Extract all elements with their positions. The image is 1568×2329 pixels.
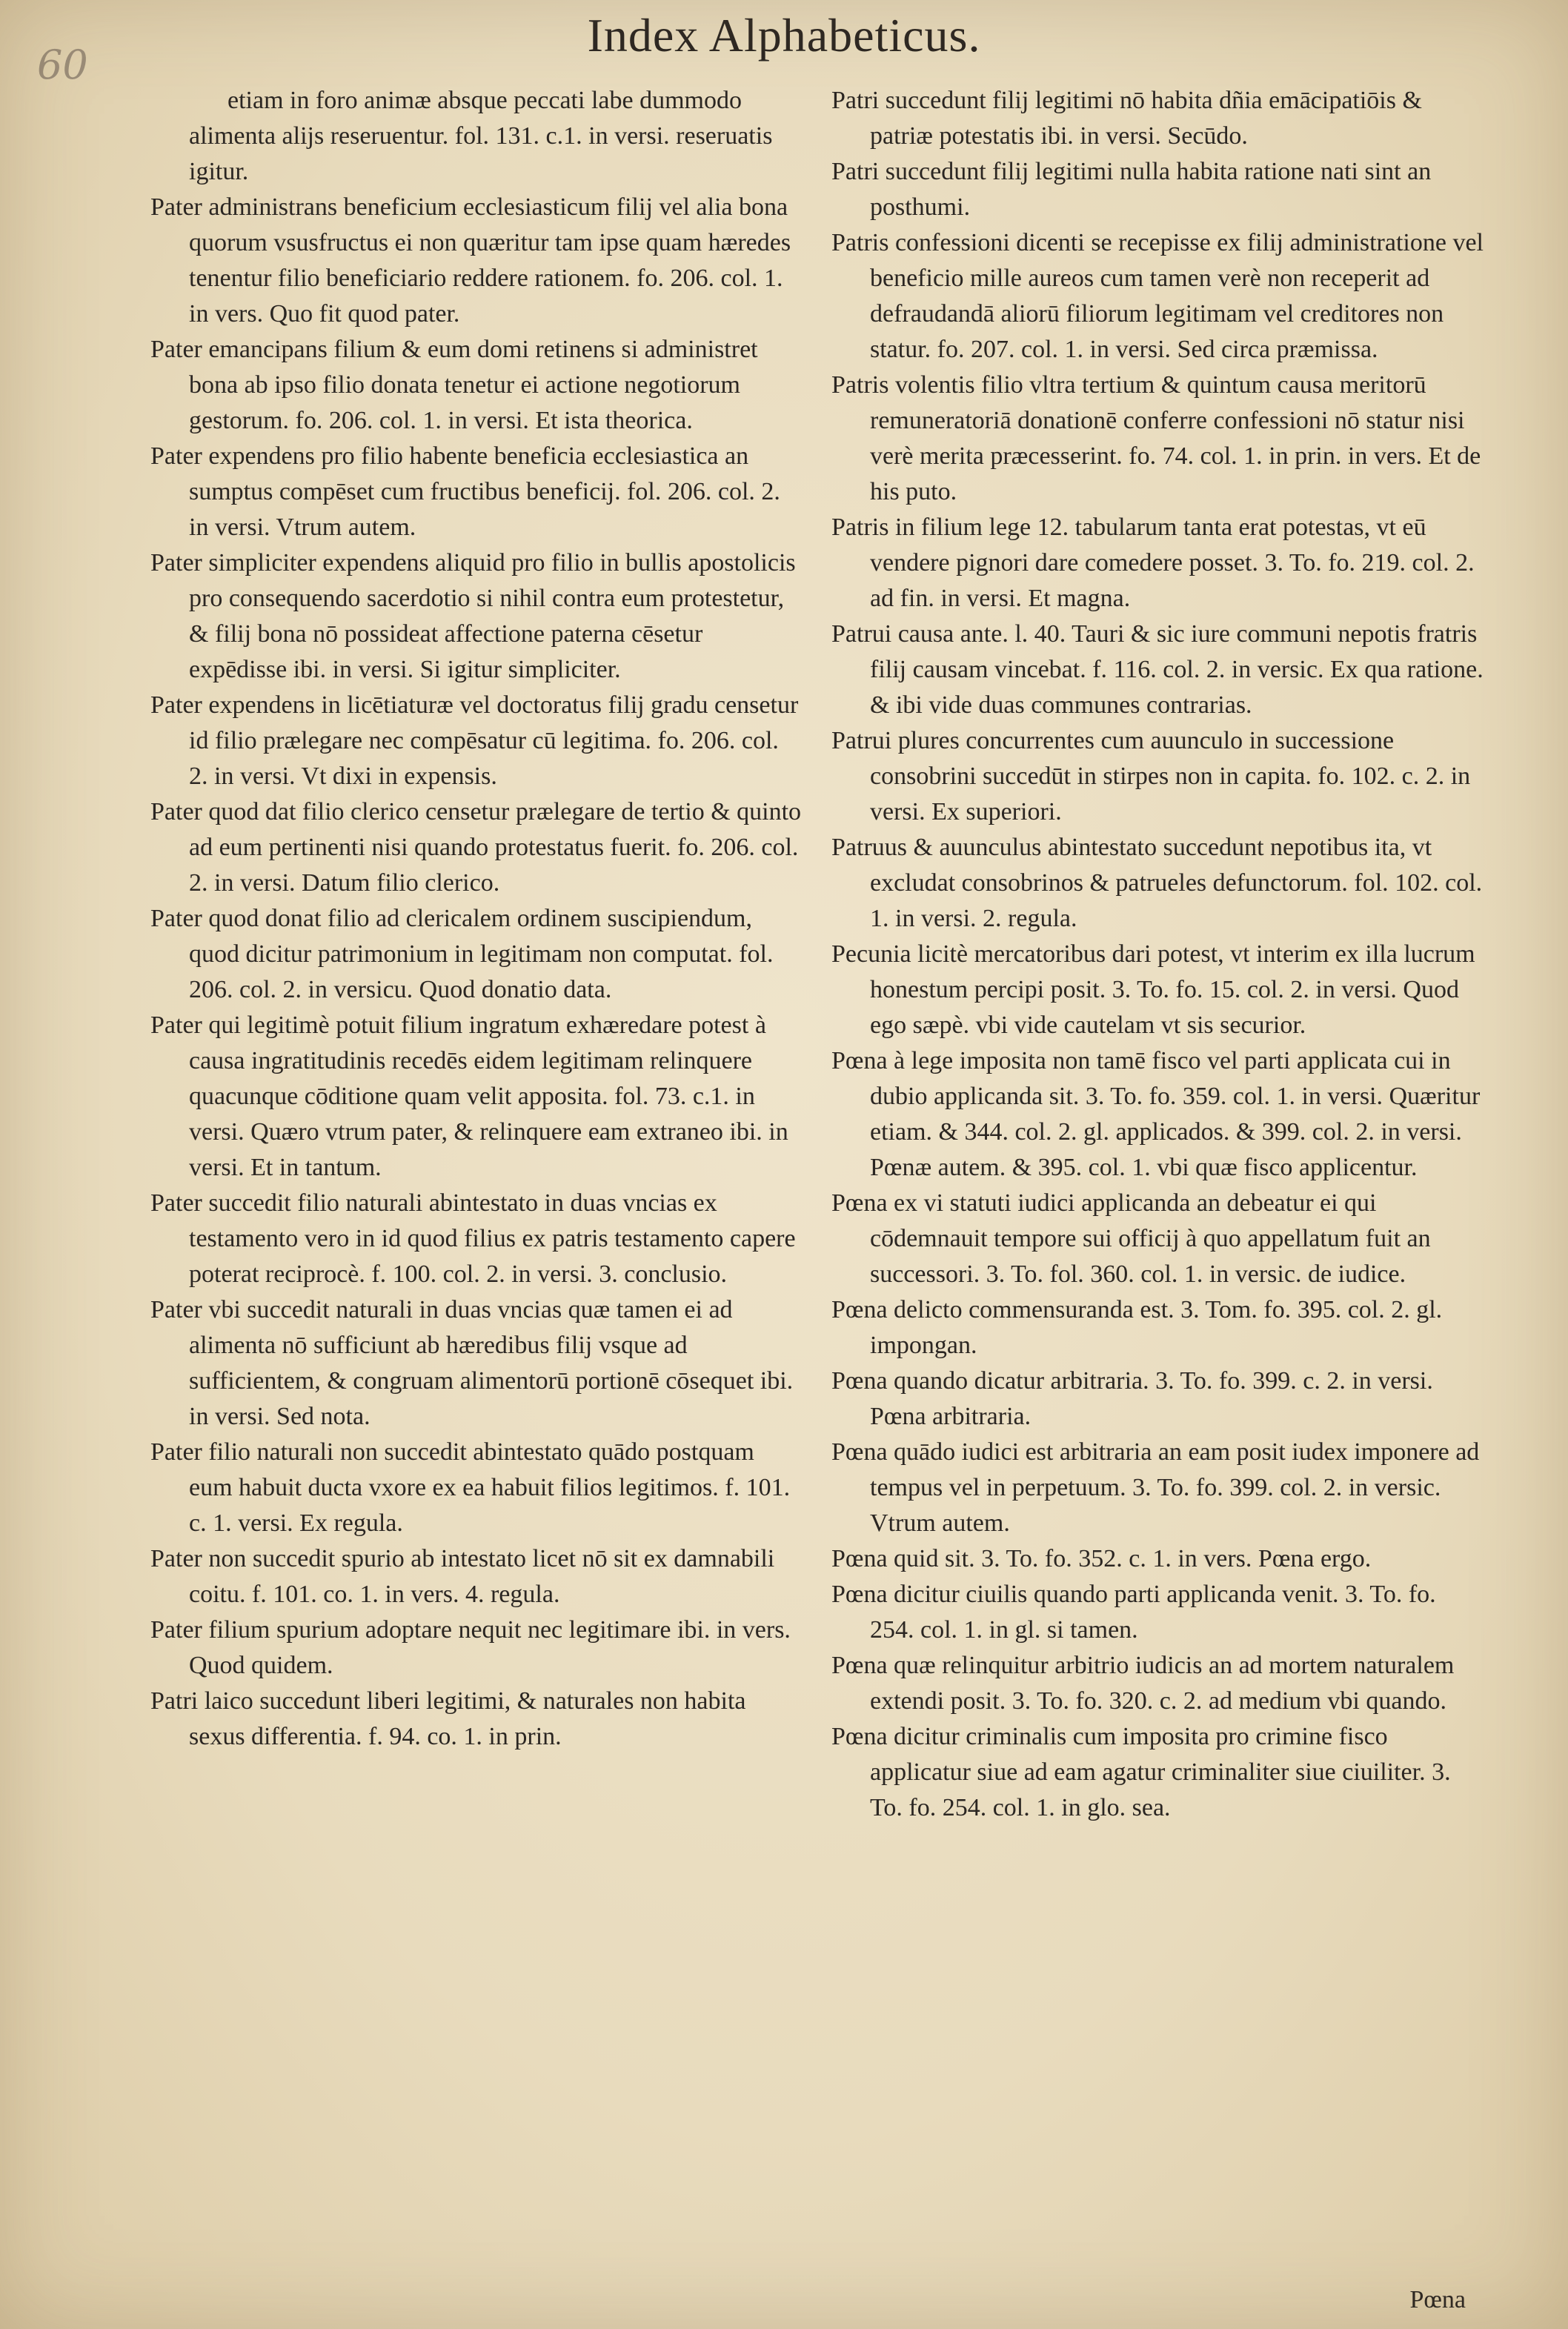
folio-number: 60 xyxy=(37,41,88,88)
index-entry: Pater quod dat filio clerico censetur prælegare de tertio & quinto ad eum pertinenti nisi quando protestatus fuerit. fo. 206. col. 2. in versi. Datum filio clerico. xyxy=(150,798,802,897)
index-entry: Pater administrans beneficium ecclesiasticum filij vel alia bona quorum vsusfructus ei non quæritur tam ipse quam hæredes tenentur filio beneficiario reddere rationem. fo. 206. col. 1. in vers. Quo fit quod pater. xyxy=(150,193,791,328)
index-entry: Patri succedunt filij legitimi nō habita dñia emācipatiōis & patriæ potestatis ibi. in versi. Secūdo. xyxy=(831,87,1422,150)
index-entry: Pater quod donat filio ad clericalem ordinem suscipiendum, quod dicitur patrimonium in legitimam non computat. fol. 206. col. 2. in versicu. Quod donatio data. xyxy=(150,905,774,1003)
index-entry: Pater simpliciter expendens aliquid pro filio in bullis apostolicis pro consequendo sacerdotio si nihil contra eum protestetur, & filij bona nō possideat affectione paterna cēsetur expēdisse ibi. in versi. Si igitur simpliciter. xyxy=(150,549,796,683)
index-entry: Pœna dicitur criminalis cum imposita pro crimine fisco applicatur siue ad eam agatur criminaliter siue ciuiliter. 3. To. fo. 254. col. 1. in glo. sea. xyxy=(831,1723,1451,1821)
index-entry: Pater qui legitimè potuit filium ingratum exhæredare potest à causa ingratitudinis recedēs eidem legitimam relinquere quacunque cōditione quam velit apposita. fol. 73. c.1. in versi. Quæro vtrum pater, & relinquere eam extraneo ibi. in versi. Et in tantum. xyxy=(150,1011,788,1181)
right-column xyxy=(831,83,1484,1826)
index-entry: Pater emancipans filium & eum domi retinens si administret bona ab ipso filio donata tenetur ei actione negotiorum gestorum. fo. 206. col. 1. in versi. Et ista theorica. xyxy=(150,336,758,434)
index-entry: Pœna delicto commensuranda est. 3. Tom. fo. 395. col. 2. gl. impongan. xyxy=(831,1296,1443,1359)
running-header: Index Alphabeticus. xyxy=(587,9,981,62)
index-entry: Pœna quādo iudici est arbitraria an eam posit iudex imponere ad tempus vel in perpetuum. 3. To. fo. 399. col. 2. in versic. Vtrum autem. xyxy=(831,1438,1480,1537)
index-entry: Pater non succedit spurio ab intestato licet nō sit ex damnabili coitu. f. 101. co. 1. in vers. 4. regula. xyxy=(150,1545,775,1608)
index-entry: Patrui causa ante. l. 40. Tauri & sic iure communi nepotis fratris filij causam vincebat. f. 116. col. 2. in versic. Ex qua ratione. & ibi vide duas communes contrarias. xyxy=(831,620,1484,719)
index-entry: Pœna dicitur ciuilis quando parti applicanda venit. 3. To. fo. 254. col. 1. in gl. si tamen. xyxy=(831,1581,1436,1644)
index-entry: Pater expendens in licētiaturæ vel doctoratus filij gradu censetur id filio prælegare nec compēsatur cū legitima. fo. 206. col. 2. in versi. Vt dixi in expensis. xyxy=(150,691,799,790)
index-entry: Pecunia licitè mercatoribus dari potest, vt interim ex illa lucrum honestum percipi posit. 3. To. fo. 15. col. 2. in versi. Quod ego sæpè. vbi vide cautelam vt sis securior. xyxy=(831,940,1475,1039)
index-entry: Pater filium spurium adoptare nequit nec legitimare ibi. in vers. Quod quidem. xyxy=(150,1616,791,1679)
index-entry: Pater expendens pro filio habente beneficia ecclesiastica an sumptus compēset cum fructibus beneficij. fol. 206. col. 2. in versi. Vtrum autem. xyxy=(150,442,780,541)
index-entry: Pater vbi succedit naturali in duas vncias quæ tamen ei ad alimenta nō sufficiunt ab hæredibus filij vsque ad sufficientem, & congruam alimentorū portionē cōsequet ibi. in versi. Sed nota. xyxy=(150,1296,794,1430)
index-entry: Patri succedunt filij legitimi nulla habita ratione nati sint an posthumi. xyxy=(831,158,1432,221)
index-entry: Pœna quid sit. 3. To. fo. 352. c. 1. in vers. Pœna ergo. xyxy=(831,1545,1372,1572)
index-entry: Patrui plures concurrentes cum auunculo in successione consobrini succedūt in stirpes non in capita. fo. 102. c. 2. in versi. Ex superiori. xyxy=(831,727,1471,825)
index-entry: Patris confessioni dicenti se recepisse ex filij administratione vel beneficio mille aureos cum tamen verè non receperit ad defraudandā aliorū filiorum legitimam vel creditores non statur. fo. 207. col. 1. in versi. Sed circa præmissa. xyxy=(831,229,1484,363)
index-entry: Pater filio naturali non succedit abintestato quādo postquam eum habuit ducta vxore ex ea habuit filios legitimos. f. 101. c. 1. versi. Ex regula. xyxy=(150,1438,791,1537)
left-column xyxy=(150,83,803,1755)
index-entry: Patruus & auunculus abintestato succedunt nepotibus ita, vt excludat consobrinos & patrueles defunctorum. fol. 102. col. 1. in versi. 2. regula. xyxy=(831,834,1483,932)
index-entry: Pœna quando dicatur arbitraria. 3. To. fo. 399. c. 2. in versi. Pœna arbitraria. xyxy=(831,1367,1433,1430)
index-entry: Patris in filium lege 12. tabularum tanta erat potestas, vt eū vendere pignori dare comedere posset. 3. To. fo. 219. col. 2. ad fin. in versi. Et magna. xyxy=(831,514,1475,612)
catchword: Pœna xyxy=(1409,2286,1466,2313)
index-entry: etiam in foro animæ absque peccati labe dummodo alimenta alijs reseruentur. fol. 131. c.1. in versi. reseruatis igitur. xyxy=(189,87,773,185)
index-entry: Patri laico succedunt liberi legitimi, & naturales non habita sexus differentia. f. 94. co. 1. in prin. xyxy=(150,1687,746,1750)
index-entry: Pœna quæ relinquitur arbitrio iudicis an ad mortem naturalem extendi posit. 3. To. fo. 320. c. 2. ad medium vbi quando. xyxy=(831,1652,1455,1715)
index-entry: Pœna ex vi statuti iudici applicanda an debeatur ei qui cōdemnauit tempore sui officij à quo appellatum fuit an successori. 3. To. fol. 360. col. 1. in versic. de iudice. xyxy=(831,1189,1431,1288)
index-entry: Patris volentis filio vltra tertium & quintum causa meritorū remuneratoriā donationē conferre confessioni nō statur nisi verè merita præcesserint. fo. 74. col. 1. in prin. in vers. Et de his puto. xyxy=(831,371,1481,505)
index-entry: Pœna à lege imposita non tamē fisco vel parti applicata cui in dubio applicanda sit. 3. To. fo. 359. col. 1. in versi. Quæritur etiam. & 344. col. 2. gl. applicados. & 399. col. 2. in versi. Pœnæ autem. & 395. col. 1. vbi quæ fisco applicentur. xyxy=(831,1047,1481,1181)
index-entry: Pater succedit filio naturali abintestato in duas vncias ex testamento vero in id quod filius ex patris testamento capere poterat reciprocè. f. 100. col. 2. in versi. 3. conclusio. xyxy=(150,1189,796,1288)
